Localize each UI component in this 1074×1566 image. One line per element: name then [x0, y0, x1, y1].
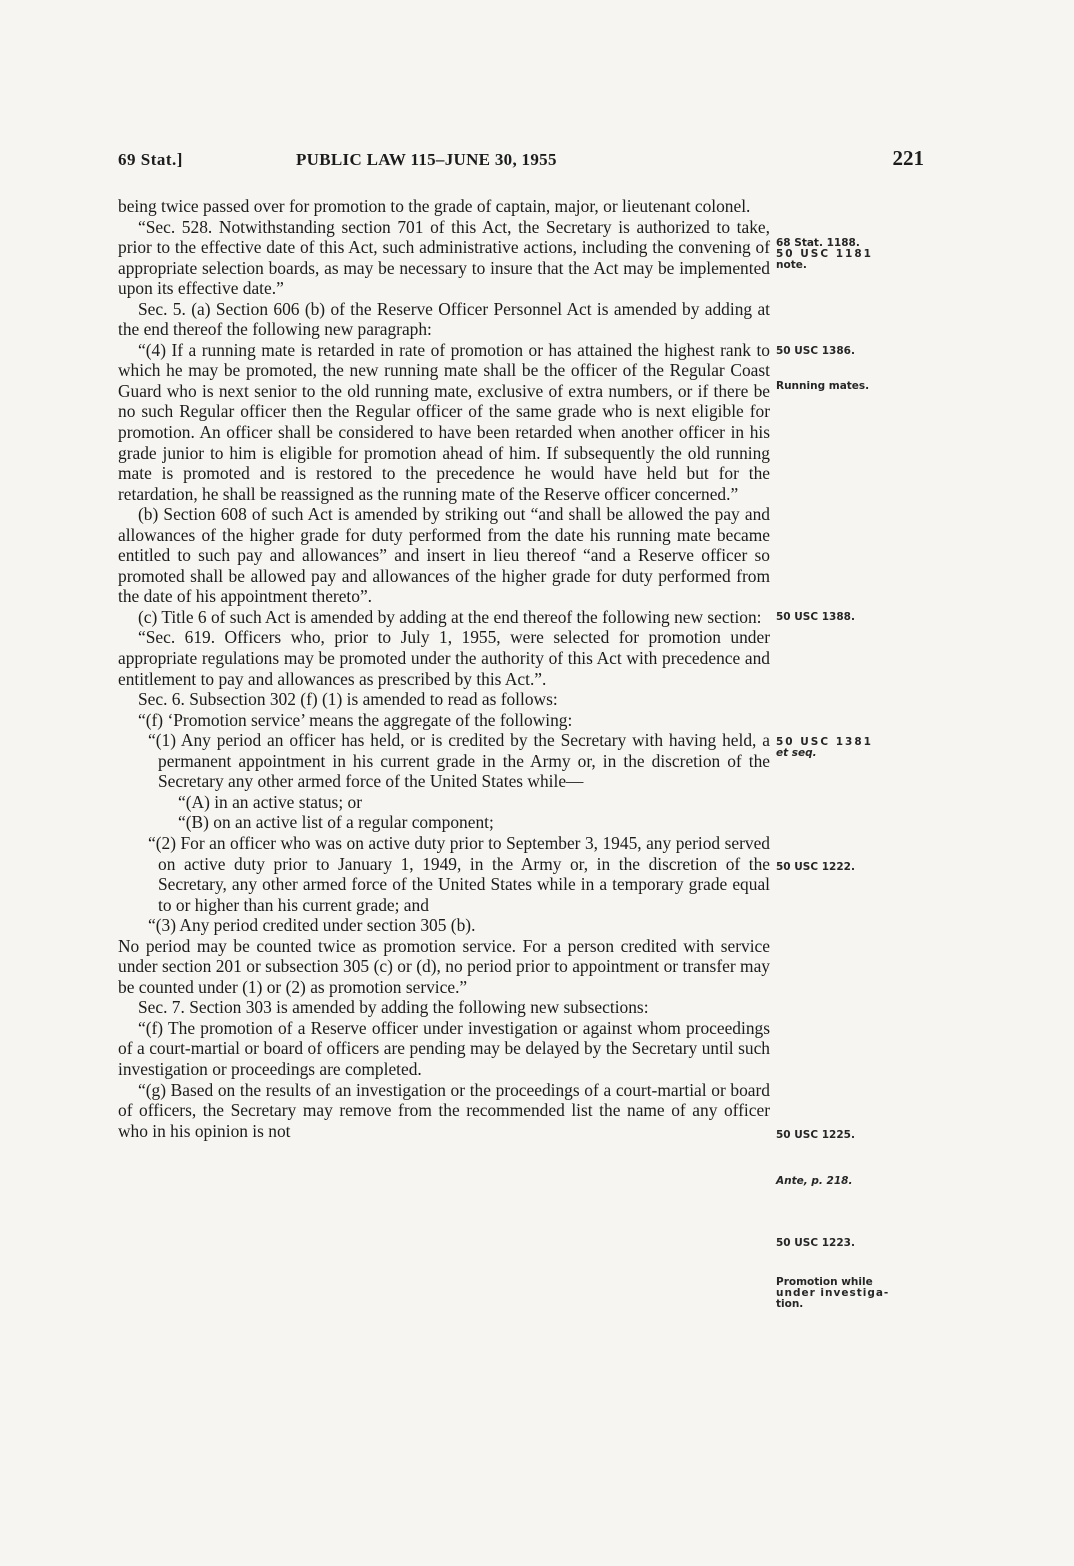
paragraph: “Sec. 528. Notwithstanding section 701 of this Act, the Secretary is authorized to take, prior to the effective date of this Act, such administrative actions, including the convening of appropriate selection boards, as may be necessary to insure that the Act may be implemented upon its effective date.” — [118, 216, 770, 299]
paragraph: (b) Section 608 of such Act is amended by striking out “and shall be allowed the pay and allowances of the higher grade for duty performed from the date his running mate became entitled to such pay and allowances” and insert in lieu thereof “and a Reserve officer so promoted shall be allowed pay and allowances of the higher grade for duty performed from the date of his appointment thereto”. — [118, 504, 770, 607]
volume-citation: 69 Stat.] — [118, 150, 183, 169]
note-50-usc-1222: 50 USC 1222. — [776, 861, 855, 873]
paragraph: “(B) on an active list of a regular component; — [178, 812, 494, 833]
note-50-usc-1223: 50 USC 1223. — [776, 1237, 855, 1249]
paragraph: “(g) Based on the results of an investigation or the proceedings of a court-martial or board of officers, the Secretary may remove from the recommended list the name of any officer who in his opinion is not — [118, 1079, 770, 1141]
paragraph: Sec. 7. Section 303 is amended by adding the following new subsections: — [138, 997, 649, 1018]
paragraph: (c) Title 6 of such Act is amended by adding at the end thereof the following new section: — [138, 606, 762, 627]
paragraph: Sec. 6. Subsection 302 (f) (1) is amended to read as follows: — [138, 689, 558, 710]
paragraph: No period may be counted twice as promotion service. For a person credited with service under section 201 or subsection 305 (c) or (d), no period prior to appointment or transfer may be counted under (1) or (2) as promotion service.” — [118, 935, 770, 997]
paragraph: “(4) If a running mate is retarded in rate of promotion or has attained the highest rank to which he may be promoted, the new running mate shall be the officer of the Regular Coast Guard who is next senior to the old running mate, exclusive of extra numbers, or if there be no such Regular officer then the Regular officer of the same grade who is next eligible for promotion. An officer shall be considered to have been retarded when another officer in his grade junior to him is eligible for promotion ahead of him. If subsequently the old running mate is promoted and is restored to the precedence he would have held but for the retardation, he shall be reassigned as the running mate of the Reserve officer concerned.” — [118, 339, 770, 504]
page-header — [118, 146, 924, 176]
paragraph: “(A) in an active status; or — [178, 791, 362, 812]
note-50-usc-1388: 50 USC 1388. — [776, 611, 855, 623]
paragraph: “(f) The promotion of a Reserve officer under investigation or against whom proceedings of a court-martial or board of officers are pending may be delayed by the Secretary until such investigation or proceedings are completed. — [118, 1017, 770, 1079]
body-text — [118, 196, 770, 1141]
note-50-usc-1225: 50 USC 1225. — [776, 1129, 855, 1141]
note-68-stat-1188: 68 Stat. 1188. 50 USC 1181 note. — [776, 237, 873, 271]
note-50-usc-1386: 50 USC 1386. — [776, 345, 855, 357]
paragraph: “(3) Any period credited under section 305 (b). — [148, 915, 476, 936]
note-running-mates: Running mates. — [776, 380, 870, 392]
paragraph: “Sec. 619. Officers who, prior to July 1, 1955, were selected for promotion under appropriate regulations may be promoted under the authority of this Act with precedence and entitlement to pay and allowances as prescribed by this Act.”. — [118, 627, 770, 689]
paragraph: “(2) For an officer who was on active duty prior to September 3, 1945, any period served on active duty prior to January 1, 1949, in the Army or, in the discretion of the Secretary, any other armed force of the United States while in a temporary grade equal to or higher than his current grade; and — [148, 832, 770, 915]
note-ante-p-218: Ante, p. 218. — [776, 1175, 853, 1187]
paragraph: “(f) ‘Promotion service’ means the aggregate of the following: — [138, 709, 573, 730]
running-title: PUBLIC LAW 115–JUNE 30, 1955 — [296, 150, 557, 169]
paragraph: “(1) Any period an officer has held, or is credited by the Secretary with having held, a permanent appointment in his current grade in the Army or, in the discretion of the Secretary any other armed force of the United States while— — [148, 730, 770, 792]
note-promotion-while: Promotion while under investiga- tion. — [776, 1276, 890, 1310]
paragraph: being twice passed over for promotion to the grade of captain, major, or lieutenant colonel. — [118, 196, 751, 216]
paragraph: Sec. 5. (a) Section 606 (b) of the Reserve Officer Personnel Act is amended by adding at the end thereof the following new paragraph: — [118, 298, 770, 340]
page-number: 221 — [892, 146, 924, 170]
note-50-usc-1381: 50 USC 1381 et seq. — [776, 736, 873, 759]
